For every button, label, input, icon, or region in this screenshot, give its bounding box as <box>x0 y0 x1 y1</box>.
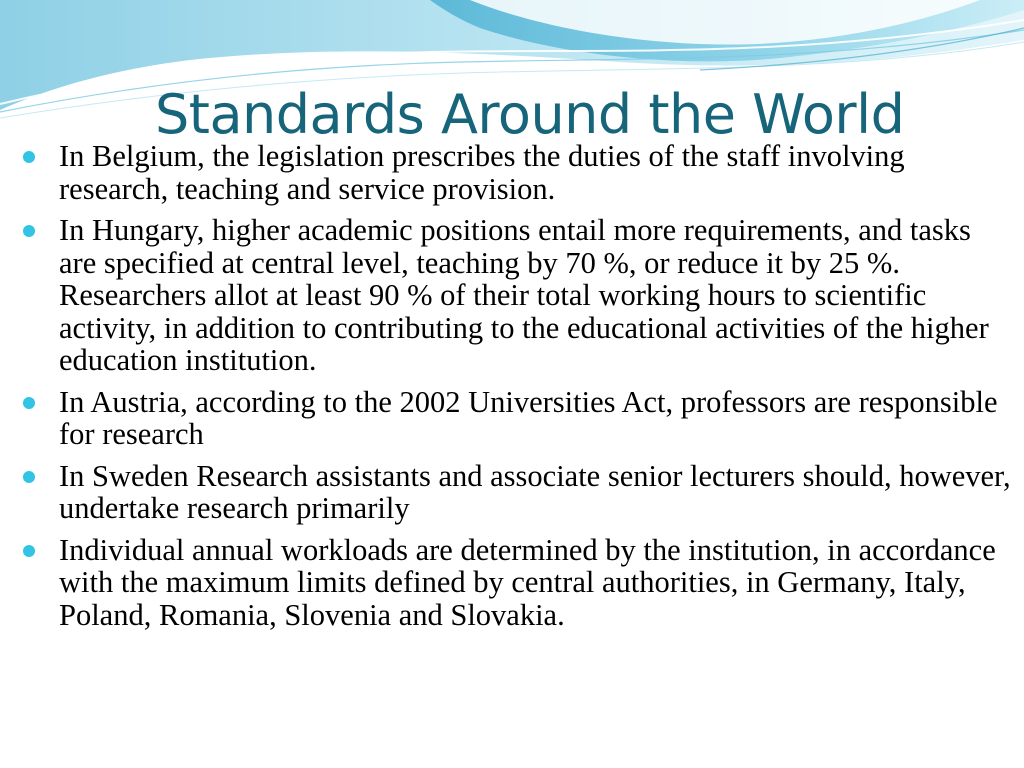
bullet-item-austria <box>22 386 1012 451</box>
bullet-item-workloads <box>22 534 1012 632</box>
bullet-dot-icon <box>23 225 35 237</box>
bullet-list <box>22 140 1012 640</box>
bullet-item-sweden <box>22 460 1012 525</box>
bullet-text: In Hungary, higher academic positions entail more requirements, and tasks are specified at central level, teaching by 70 %, or reduce it by 25 %. Researchers allot at least 90 % of their total working hours to scientific activity, in addition to contributing to the educational activities of the higher education institution. <box>59 213 989 377</box>
bullet-dot-icon <box>23 397 35 409</box>
bullet-dot-icon <box>23 545 35 557</box>
bullet-text: In Sweden Research assistants and associate senior lecturers should, however, undertake research primarily <box>59 458 1011 525</box>
bullet-text: In Austria, according to the 2002 Universities Act, professors are responsible for research <box>59 384 998 451</box>
bullet-item-hungary <box>22 214 1012 377</box>
slide-title: Standards Around the World <box>155 83 905 146</box>
bullet-dot-icon <box>23 151 35 163</box>
bullet-dot-icon <box>23 471 35 483</box>
bullet-text: Individual annual workloads are determined by the institution, in accordance with the maximum limits defined by central authorities, in Germany, Italy, Poland, Romania, Slovenia and Slovakia. <box>59 532 996 632</box>
bullet-item-belgium <box>22 140 1012 205</box>
bullet-text: In Belgium, the legislation prescribes the duties of the staff involving research, teaching and service provision. <box>59 139 905 206</box>
